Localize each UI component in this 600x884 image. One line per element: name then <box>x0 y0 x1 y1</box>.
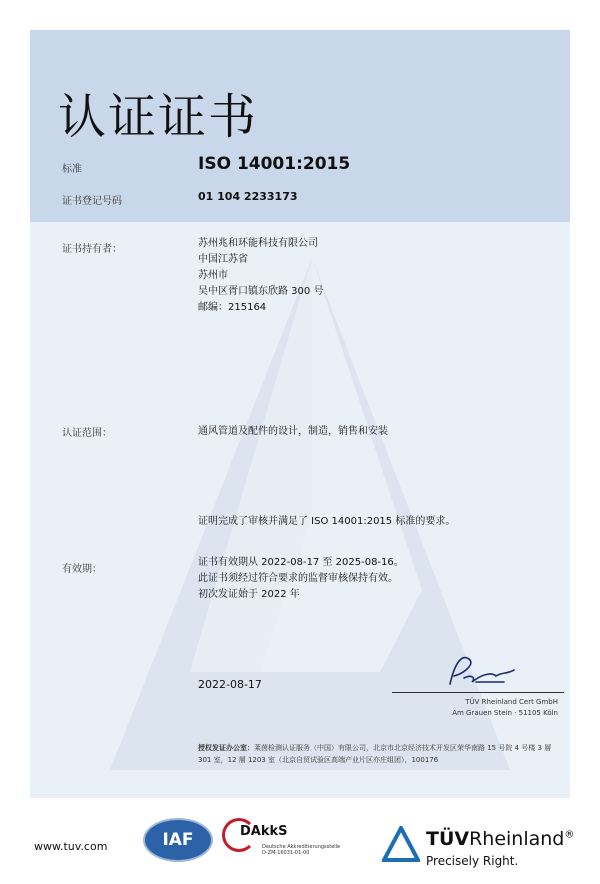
holder-street: 吴中区胥口镇东欣路 300 号 <box>198 286 324 297</box>
issuer-street: Am Grauen Stein · 51105 Köln <box>452 709 558 717</box>
holder-city: 苏州市 <box>198 270 228 281</box>
holder-label: 证书持有者： <box>62 244 122 255</box>
validity-label: 有效期： <box>62 564 102 575</box>
dakks-logo <box>222 818 342 876</box>
scope-value: 通风管道及配件的设计，制造，销售和安装 <box>198 426 388 437</box>
compliance-statement: 证明完成了审核并满足了 ISO 14001:2015 标准的要求。 <box>198 516 456 527</box>
certificate-title: 认证证书 <box>58 89 259 145</box>
tuv-brand-bold: TÜV <box>426 828 470 850</box>
signature-line <box>392 692 564 693</box>
registration-value: 01 104 2233173 <box>198 190 298 203</box>
issuer-name: TÜV Rheinland Cert GmbH <box>465 698 558 706</box>
authorized-office-label: 授权发证办公室： <box>198 744 254 752</box>
certificate-page <box>30 30 570 798</box>
validity-text <box>198 555 404 603</box>
tuv-rheinland-logo <box>382 820 582 876</box>
dakks-name: DAkkS <box>240 824 288 839</box>
tuv-registered-mark: ® <box>564 829 575 841</box>
registration-label: 证书登记号码 <box>62 196 122 207</box>
standard-value: ISO 14001:2015 <box>198 154 351 174</box>
standard-label: 标准 <box>62 164 82 175</box>
holder-company: 苏州兆和环能科技有限公司 <box>198 238 318 249</box>
dakks-subtext: Deutsche Akkreditierungsstelle D-ZM-16031-01-00 <box>262 844 341 856</box>
validity-period: 证书有效期从 2022-08-17 至 2025-08-16。 <box>198 557 404 568</box>
holder-postcode: 邮编：215164 <box>198 302 267 313</box>
tuv-brand-rest: Rheinland <box>469 828 565 850</box>
holder-province: 中国江苏省 <box>198 254 248 265</box>
issue-date: 2022-08-17 <box>198 678 262 691</box>
tuv-triangle-icon <box>382 826 420 862</box>
tuv-brand <box>426 828 574 850</box>
authorized-office <box>198 742 560 766</box>
iaf-logo-text: IAF <box>162 830 194 850</box>
signature-icon <box>442 648 522 692</box>
validity-initial: 初次发证始于 2022 年 <box>198 589 300 600</box>
website-link[interactable]: www.tuv.com <box>34 840 108 853</box>
tuv-slogan: Precisely Right. <box>426 854 519 868</box>
issuer-address <box>452 697 558 719</box>
authorized-office-text: 莱茵检测认证服务（中国）有限公司，北京市北京经济技术开发区荣华南路 15 号院 4 号楼 3 層 301 室，12 層 1203 室（北京自贸试验区高端产业片区亦庄组团），100176 <box>198 744 552 764</box>
validity-condition: 此证书须经过符合要求的监督审核保持有效。 <box>198 573 398 584</box>
holder-address <box>198 236 323 316</box>
footer <box>0 798 600 884</box>
scope-label: 认证范围： <box>62 428 112 439</box>
iaf-logo <box>143 818 213 862</box>
